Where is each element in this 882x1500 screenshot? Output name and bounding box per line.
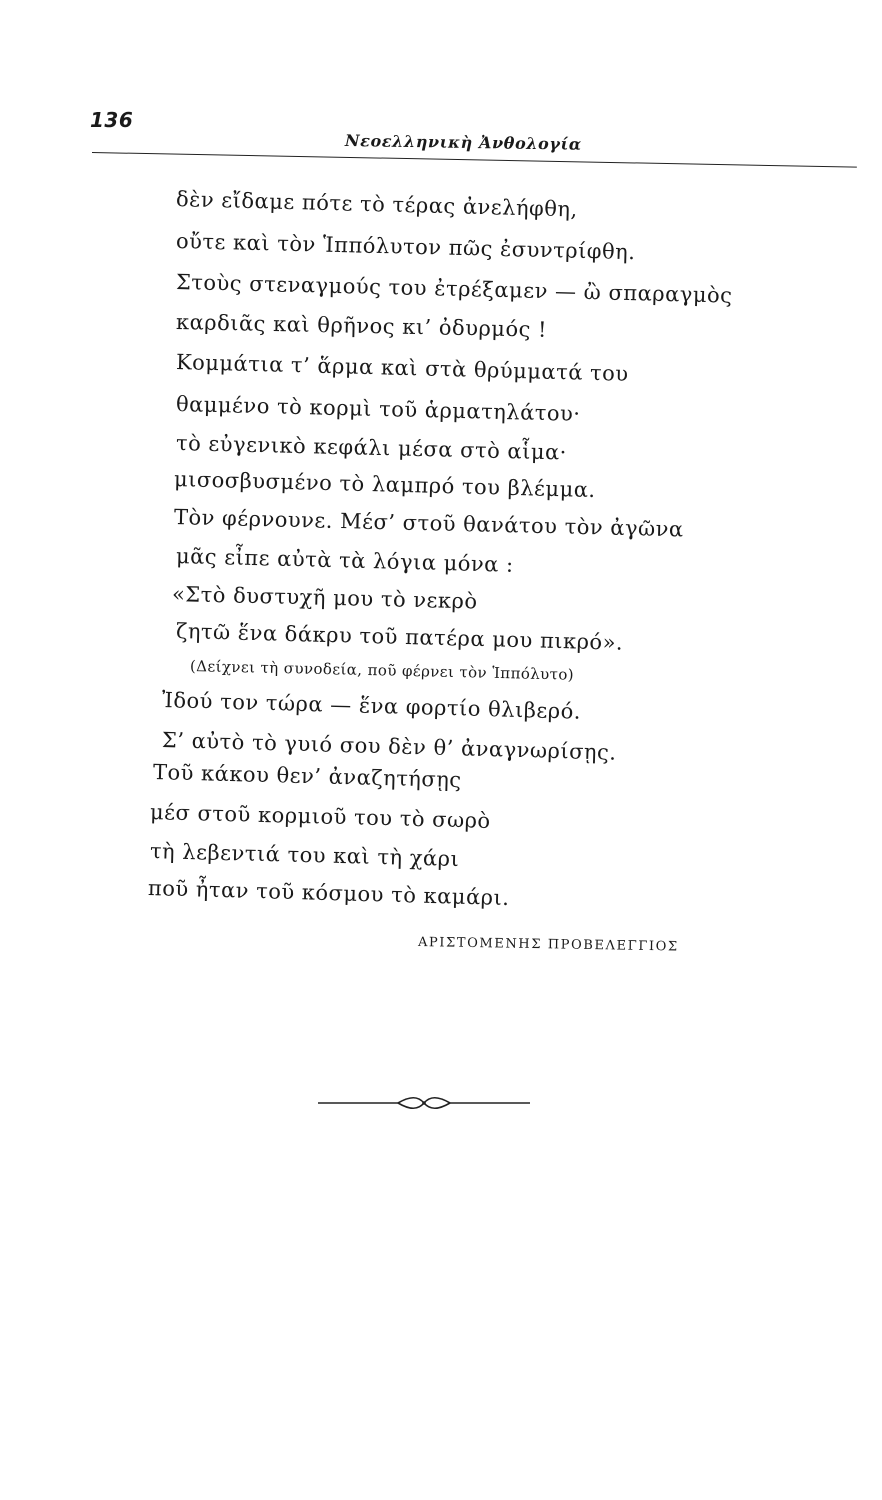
author-signature: ΑΡΙΣΤΟΜΕΝΗΣ ΠΡΟΒΕΛΕΓΓΙΟΣ (417, 935, 679, 955)
poem-line: Σ’ αὐτὸ τὸ γυιό σου δὲν θ’ ἀναγνωρίσῃς. (161, 728, 617, 765)
poem-line: ζητῶ ἕνα δάκρυ τοῦ πατέρα μου πικρό». (175, 619, 624, 655)
poem-line: Τὸν φέρνουνε. Μέσ’ στοῦ θανάτου τὸν ἀγῶνα (173, 505, 684, 542)
page-number: 136 (90, 108, 134, 132)
poem-line: μισοσβυσμένο τὸ λαμπρό του βλέμμα. (173, 467, 596, 503)
poem-line: τὴ λεβεντιά του καὶ τὴ χάρι (149, 839, 460, 872)
poem-line: οὔτε καὶ τὸν Ἱππόλυτον πῶς ἐσυντρίφθη. (175, 229, 636, 265)
poem-line: μᾶς εἶπε αὐτὰ τὰ λόγια μόνα : (175, 544, 514, 577)
running-title: Νεοελληνικὴ Ἀνθολογία (344, 131, 582, 154)
poem-line: Κομμάτια τ’ ἅρμα καὶ στὰ θρύμματά του (175, 350, 629, 386)
poem-line: Στοὺς στεναγμούς του ἐτρέξαμεν — ὢ σπαραγμὸς (175, 270, 733, 308)
poem-line: δὲν εἴδαμε πότε τὸ τέρας ἀνελήφθη, (175, 187, 579, 222)
poem-line: Τοῦ κάκου θεν’ ἀναζητήσῃς (152, 760, 462, 793)
stage-direction: (Δείχνει τὴ συνοδεία, ποῦ φέρνει τὸν Ἱππόλυτο) (189, 657, 575, 684)
poem-line: ποῦ ἦταν τοῦ κόσμου τὸ καμάρι. (147, 876, 510, 911)
header-rule (92, 152, 857, 168)
fleuron-rule-ornament-icon (318, 1094, 530, 1112)
poem-line: Ἰδού τον τώρα — ἕνα φορτίο θλιβερό. (161, 688, 582, 724)
poem-line: μέσ στοῦ κορμιοῦ του τὸ σωρὸ (149, 800, 491, 833)
poem-line: καρδιᾶς καὶ θρῆνος κι’ ὀδυρμός ! (175, 310, 548, 342)
poem-line: «Στὸ δυστυχῆ μου τὸ νεκρὸ (171, 582, 478, 614)
poem-line: θαμμένο τὸ κορμὶ τοῦ ἁρματηλάτου· (175, 392, 581, 426)
poem-line: τὸ εὐγενικὸ κεφάλι μέσα στὸ αἷμα· (175, 431, 568, 465)
